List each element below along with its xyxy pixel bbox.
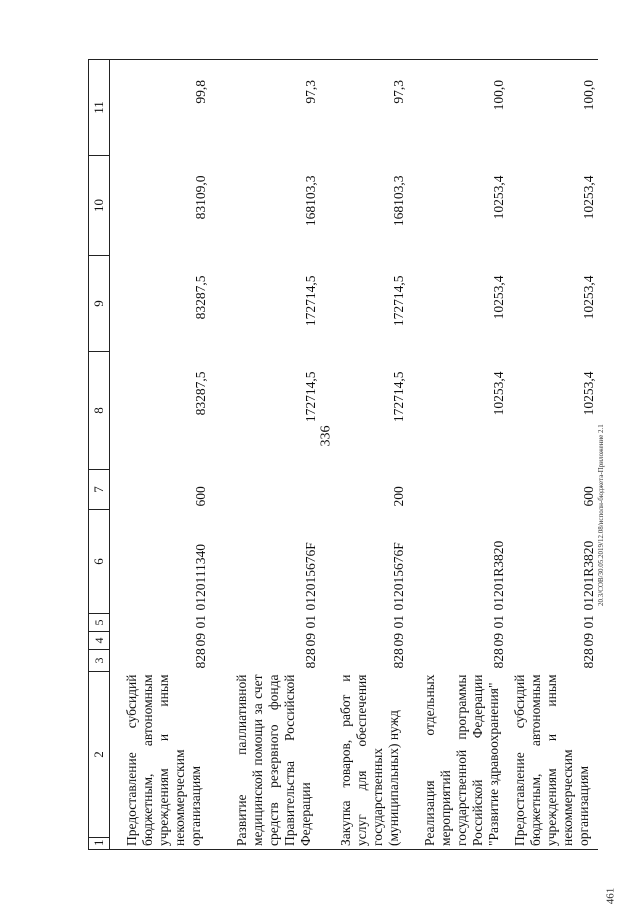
cell-rz: 09	[303, 633, 319, 647]
cell-col10: 168103,3	[390, 175, 406, 227]
cell-col10: 168103,3	[303, 175, 319, 227]
corner-page-number: 461	[604, 887, 617, 904]
cell-col8: 172714,5	[303, 371, 319, 423]
column-header: 4	[89, 632, 110, 650]
cell-ved: 828	[303, 648, 319, 669]
cell-pr: 01	[303, 615, 319, 629]
column-header: 2	[89, 672, 110, 838]
cell-csr: 012015676F	[303, 542, 319, 611]
cell-col9: 10253,4	[490, 275, 506, 320]
row-name: Предоставление субсидий бюджетным, автономным учреждениям и иным некоммерческим организациям	[508, 672, 598, 850]
cell-col9: 83287,5	[192, 275, 208, 320]
cell-col8: 83287,5	[192, 371, 208, 416]
column-header: 11	[89, 60, 110, 156]
cell-col9: 172714,5	[390, 275, 406, 327]
budget-execution-table	[88, 59, 598, 850]
row-name: Развитие паллиативной медицинской помощи за счет средств резервного фонда Правительства Российской Федерации	[210, 672, 320, 850]
cell-col11: 97,3	[210, 60, 320, 156]
cell-vr: 600	[581, 486, 596, 507]
cell-rz: 09	[192, 633, 208, 647]
cell-csr: 012015676F	[390, 542, 406, 611]
footer-document-code: 20.3/СОВ/30.05.2019/12.08/исполн-бюджета-Приложение 2.1	[597, 424, 605, 606]
cell-col11: 99,8	[110, 60, 210, 156]
column-header: 3	[89, 650, 110, 672]
cell-vr: 200	[390, 486, 406, 507]
cell-rz: 09	[390, 633, 406, 647]
cell-col11: 100,0	[408, 60, 508, 156]
table-row	[110, 60, 210, 850]
cell-col11: 97,3	[320, 60, 408, 156]
row-name: Реализация отдельных мероприятий государственной программы Российской Федерации "Развитие здравоохранения"	[408, 672, 508, 850]
cell-rz: 09	[490, 633, 506, 647]
cell-col8: 10253,4	[490, 371, 506, 416]
column-header: 8	[89, 352, 110, 470]
table-row	[508, 60, 598, 850]
cell-rz: 09	[581, 633, 596, 647]
column-header: 1	[89, 838, 110, 850]
cell-ved: 828	[490, 648, 506, 669]
cell-col10: 10253,4	[581, 175, 596, 220]
column-header: 5	[89, 614, 110, 632]
cell-col9: 172714,5	[303, 275, 319, 327]
column-header: 9	[89, 256, 110, 352]
row-name: Закупка товаров, работ и услуг для обеспечения государственных (муниципальных) нужд	[320, 672, 408, 850]
column-header: 6	[89, 510, 110, 614]
table-row	[320, 60, 408, 850]
cell-csr: 01201R3820	[581, 540, 596, 611]
cell-vr: 600	[192, 486, 208, 507]
cell-csr: 0120111340	[192, 544, 208, 611]
cell-col8: 172714,5	[390, 371, 406, 423]
cell-col8: 10253,4	[581, 371, 596, 416]
cell-ved: 828	[192, 648, 208, 669]
cell-pr: 01	[390, 615, 406, 629]
table-row	[408, 60, 508, 850]
cell-col10: 83109,0	[192, 175, 208, 220]
cell-csr: 01201R3820	[490, 540, 506, 611]
page-number: 336	[318, 425, 334, 447]
row-name: Предоставление субсидий бюджетным, автономным учреждениям и иным некоммерческим организациям	[110, 672, 210, 850]
cell-col9: 10253,4	[581, 275, 596, 320]
cell-col11: 100,0	[508, 60, 598, 156]
column-header: 10	[89, 156, 110, 256]
cell-pr: 01	[490, 615, 506, 629]
cell-vr	[408, 470, 508, 510]
cell-pr: 01	[192, 615, 208, 629]
cell-col10: 10253,4	[490, 175, 506, 220]
cell-vr	[210, 470, 320, 510]
table-row	[210, 60, 320, 850]
cell-ved: 828	[581, 648, 596, 669]
column-header: 7	[89, 470, 110, 510]
column-number-header-row	[89, 60, 110, 850]
cell-pr: 01	[581, 615, 596, 629]
cell-ved: 828	[390, 648, 406, 669]
